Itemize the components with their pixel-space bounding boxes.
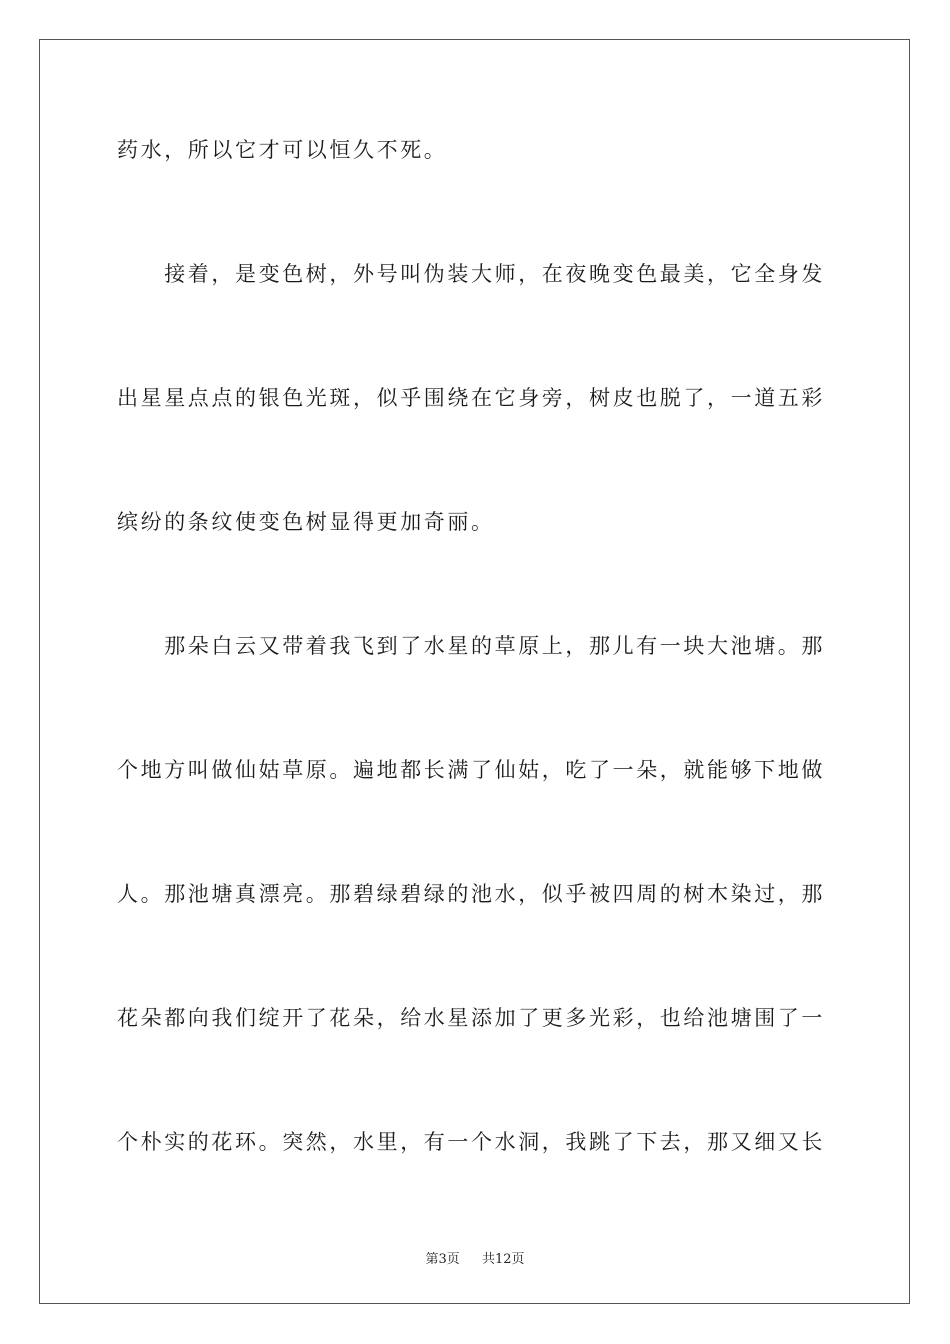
text-line: 出星星点点的银色光斑，似乎围绕在它身旁，树皮也脱了，一道五彩 [117,386,825,410]
total-pages: 共12页 [482,1252,525,1267]
text-line: 那朵白云又带着我飞到了水星的草原上，那儿有一块大池塘。那 [117,634,825,658]
page-number: 第3页 [425,1252,460,1267]
text-line: 接着，是变色树，外号叫伪装大师，在夜晚变色最美，它全身发 [117,262,825,286]
text-line: 缤纷的条纹使变色树显得更加奇丽。 [117,510,495,534]
page-footer [0,1248,950,1267]
text-line: 药水，所以它才可以恒久不死。 [117,138,448,162]
text-line: 个地方叫做仙姑草原。遍地都长满了仙姑，吃了一朵，就能够下地做 [117,758,825,782]
page-border [39,39,910,1304]
text-line: 个朴实的花环。突然，水里，有一个水洞，我跳了下去，那又细又长 [117,1130,825,1154]
text-line: 人。那池塘真漂亮。那碧绿碧绿的池水，似乎被四周的树木染过，那 [117,882,825,906]
text-line: 花朵都向我们绽开了花朵，给水星添加了更多光彩，也给池塘围了一 [117,1006,825,1030]
